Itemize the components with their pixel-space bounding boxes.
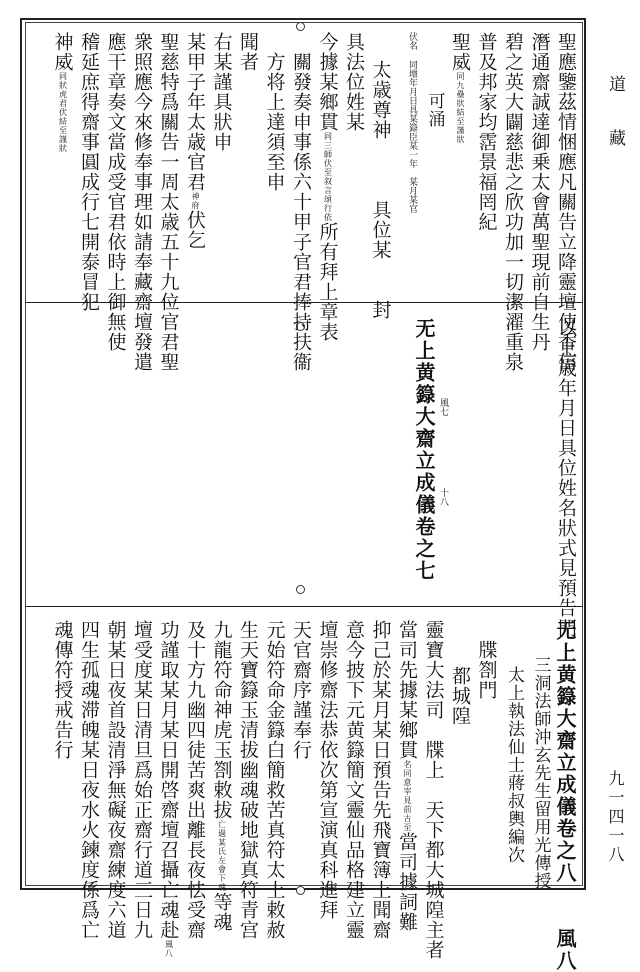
column-text: 魂傳符授戒告行 (51, 620, 74, 760)
text-column (555, 318, 577, 638)
column-text: 功謹取某月某日開啓齋壇召攝亡魂赴 (157, 620, 180, 940)
column-tail: 所有拜上章表 (316, 222, 339, 342)
interlinear-note: 同狀虎君伏 (58, 72, 68, 117)
text-column (53, 620, 72, 760)
text-column (502, 32, 524, 372)
collection-label: 道 藏 (605, 75, 625, 156)
column-text: 聖應鑒茲情悃應凡關告立降靈壇使香信 (555, 32, 577, 372)
text-column (477, 640, 496, 700)
column-text: 九龍符命神虎玉劄敕拔 (210, 620, 233, 820)
text-column (78, 32, 100, 312)
column-text: 年月日具某籙臣某一年 某月某官 (407, 78, 417, 213)
column-text: 三洞法師沖玄先生留用光傳授 (530, 656, 551, 890)
text-column (290, 52, 312, 372)
column-text: 當司先據某鄉貫 (396, 620, 418, 760)
interlinear-note: 同三師伏至 (323, 132, 333, 177)
column-text: 朝某日夜首設清淨無礙夜齋練度六道 (104, 620, 127, 940)
text-column (131, 32, 153, 372)
interlinear-note: 結至謹狀 (58, 117, 68, 153)
text-column (369, 60, 392, 320)
text-column (265, 52, 284, 192)
interlinear-note: 亡過某氏 (217, 820, 227, 856)
column-text: 天官齋序謹奉行 (290, 620, 312, 760)
prefix-note: 伏名 同壇 (407, 32, 417, 78)
text-column (237, 620, 259, 940)
interlinear-note: 神府 (191, 192, 200, 210)
column-text: 稽延庶得齋事圓成行七開泰冒犯 (78, 32, 100, 312)
text-column (450, 666, 469, 726)
text-column (78, 620, 100, 940)
text-column (238, 32, 257, 72)
text-column (528, 32, 551, 352)
column-text: 壇崇修齋法恭依次第宣演真科進拜 (316, 620, 339, 920)
title-mark: 十八 (438, 488, 448, 506)
text-column (505, 666, 522, 864)
column-text: 可涌 (424, 92, 445, 128)
text-column (210, 620, 233, 932)
column-text: 具法位姓某 (343, 32, 365, 132)
column-text: 碧之英大闢慈悲之欣功加一切潔濯重泉 (502, 32, 524, 372)
text-column (530, 656, 551, 890)
title-mark: 風七 (438, 398, 448, 416)
column-text: 壇受度某日清旦爲始正齋行道三日九 (131, 620, 153, 940)
text-column (316, 32, 339, 342)
interlinear-note: 名同意宰 (403, 760, 412, 796)
interlinear-note: 左會下魂 (217, 856, 227, 892)
column-tail: 等魂 (210, 892, 233, 932)
interlinear-note: 結至謹狀 (456, 108, 465, 144)
text-column (185, 32, 204, 250)
column-text: 應干章奏文當成受官君依時上御無使 (104, 32, 127, 352)
text-column (131, 620, 153, 940)
column-tail: 伏乞 (184, 210, 206, 250)
column-text: 抑己於某月某日預告先飛寶簿上聞齋 (369, 620, 392, 940)
interlinear-note: 同九壘狀 (456, 72, 465, 108)
column-text: 普及邦家均霑景福罔紀 (475, 32, 498, 232)
column-text: 聖慈特爲關告一周太歳五十九位官君聖 (157, 32, 180, 372)
column-text: 靈寶大法司 牒上 天下都大城隍主者 (422, 620, 445, 960)
text-column (553, 620, 577, 972)
page-number: 九一四一八 (606, 770, 625, 865)
text-column (212, 32, 231, 152)
column-text: 某甲子年太歳官君 (184, 32, 206, 192)
binding-hole (296, 886, 305, 895)
volume-title: 无上黄籙大齋立成儀卷之七 (412, 318, 436, 582)
text-column (344, 32, 363, 132)
text-column (291, 620, 310, 760)
binding-hole (296, 585, 305, 594)
column-tail: 當司據詞難 (396, 832, 418, 932)
column-text: 關發奏申事係六十甲子官君捧持扶衞 (290, 52, 312, 372)
binding-hole (296, 22, 305, 31)
column-text: 牒劄門 (475, 640, 498, 700)
column-text: 以上歳年月日具位姓名狀式見預告門 (555, 318, 577, 638)
text-column (426, 92, 443, 128)
text-column (477, 32, 496, 232)
text-column (104, 32, 127, 352)
text-column (263, 620, 286, 940)
interlinear-note: 叙言頌行依 (323, 177, 333, 222)
text-column (184, 620, 206, 940)
column-text: 元始符命金籙白簡救苦真符太上敕赦 (263, 620, 286, 940)
text-column (369, 620, 392, 940)
column-text: 方将上達須至申 (263, 52, 286, 192)
column-text: 及十方九幽四徒苦爽出離長夜怯受齋 (184, 620, 206, 940)
column-text: 右某謹具狀申 (210, 32, 233, 152)
text-column (555, 32, 577, 372)
interlinear-note: 風八 (164, 940, 174, 958)
text-column (343, 620, 365, 940)
text-column (157, 32, 180, 372)
interlinear-note: 見前古至 (403, 796, 412, 832)
text-column (53, 32, 72, 153)
fold-divider-lower (25, 606, 583, 607)
text-column (422, 620, 445, 960)
text-column (157, 620, 180, 958)
column-text: 四生孤魂滞魄某日夜水火鍊度係爲亡 (78, 620, 100, 940)
column-text: 潛通齋誠達御乗太會萬聖現前自生丹 (528, 32, 551, 352)
column-text: 意今披下元黄籙簡文靈仙品格建立靈 (343, 620, 365, 940)
text-column (396, 620, 418, 932)
column-text: 无上黄籙大齋立成儀卷之八 風八 (553, 620, 577, 972)
column-text: 聞者 (237, 32, 259, 72)
column-text: 生天寶籙玉清拔幽魂破地獄真符青宫 (237, 620, 259, 940)
text-column (104, 620, 127, 940)
column-text: 都城隍 (449, 666, 471, 726)
column-text: 太上執法仙士蔣叔輿編次 (504, 666, 524, 864)
text-column (450, 32, 469, 144)
column-text: 神威 (51, 32, 74, 72)
column-text: 今據某鄉貫 (316, 32, 339, 132)
column-text: 衆照應今來修奉事理如請奉藏齋壇發遣 (131, 32, 153, 372)
text-column (316, 620, 339, 920)
column-text: 聖威 (449, 32, 471, 72)
text-column (407, 32, 416, 213)
column-text: 太歳尊神 具位某 封 (369, 60, 392, 320)
